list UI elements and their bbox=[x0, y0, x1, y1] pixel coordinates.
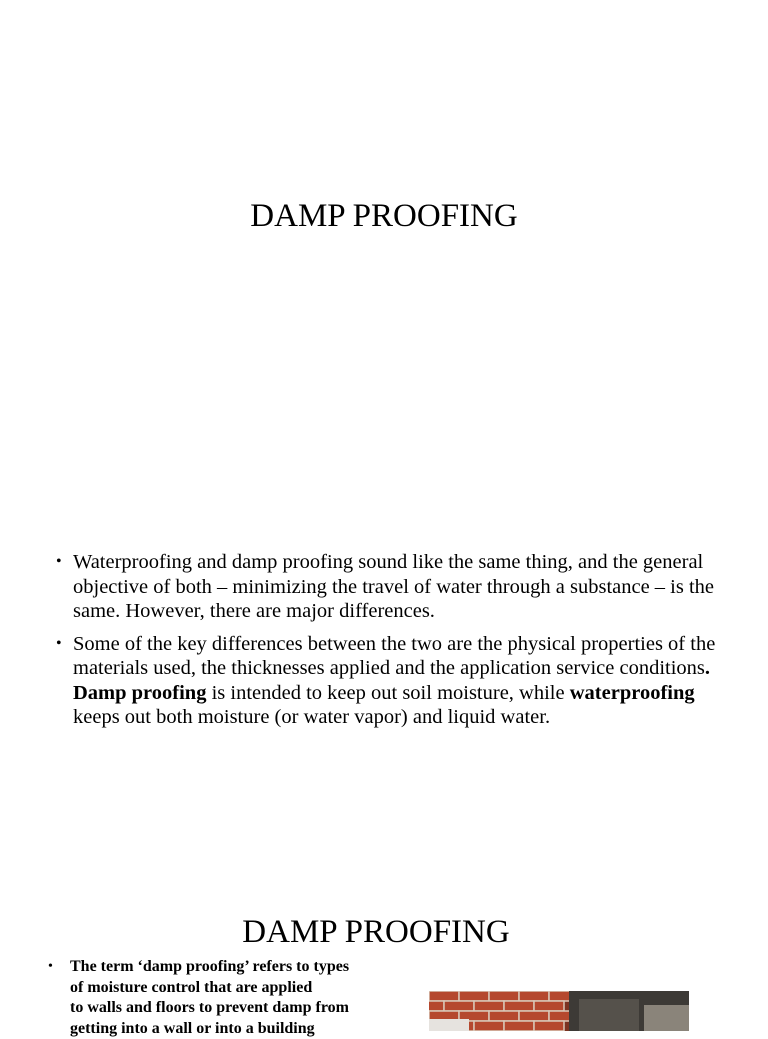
slide1-bullet-2-text-cont: is intended to keep out soil moisture, while bbox=[206, 682, 569, 704]
slide2-bullet-line: to walls and floors to prevent damp from bbox=[70, 998, 393, 1019]
bullet-icon: • bbox=[56, 550, 62, 575]
slide1-title: DAMP PROOFING bbox=[0, 194, 768, 238]
slide1-bullet-2-text-end: keeps out both moisture (or water vapor) and liquid water. bbox=[73, 706, 550, 728]
slide1-bullet-2-term-damp-proofing: . Damp proofing bbox=[73, 657, 710, 704]
slide2-bullet-line: of moisture control that are applied bbox=[70, 978, 393, 999]
slide2-bullet-line: The term ‘damp proofing’ refers to types bbox=[70, 957, 393, 978]
damp-wall-photo bbox=[429, 991, 689, 1031]
slide2-bullet-1 bbox=[48, 957, 393, 1039]
slide1-bullet-1-text: Waterproofing and damp proofing sound like the same thing, and the general objective of both – minimizing the travel of water through a substance – is the same. However, there are major differences. bbox=[73, 551, 714, 622]
slide2-bullet-list bbox=[48, 957, 393, 1039]
slide1-bullet-list bbox=[56, 550, 716, 738]
bullet-icon: • bbox=[56, 632, 62, 657]
slide1-bullet-1 bbox=[56, 550, 716, 624]
slide2-bullet-line: getting into a wall or into a building bbox=[70, 1019, 393, 1039]
slide1-bullet-2-text: Some of the key differences between the two are the physical properties of the materials used, the thicknesses applied and the application service conditions bbox=[73, 633, 715, 680]
slide1-bullet-2 bbox=[56, 632, 716, 730]
brick-wall-image bbox=[429, 991, 689, 1031]
slide1-bullet-2-term-waterproofing: waterproofing bbox=[570, 682, 695, 704]
slide2-title: DAMP PROOFING bbox=[0, 910, 752, 954]
bullet-icon: • bbox=[48, 957, 53, 978]
